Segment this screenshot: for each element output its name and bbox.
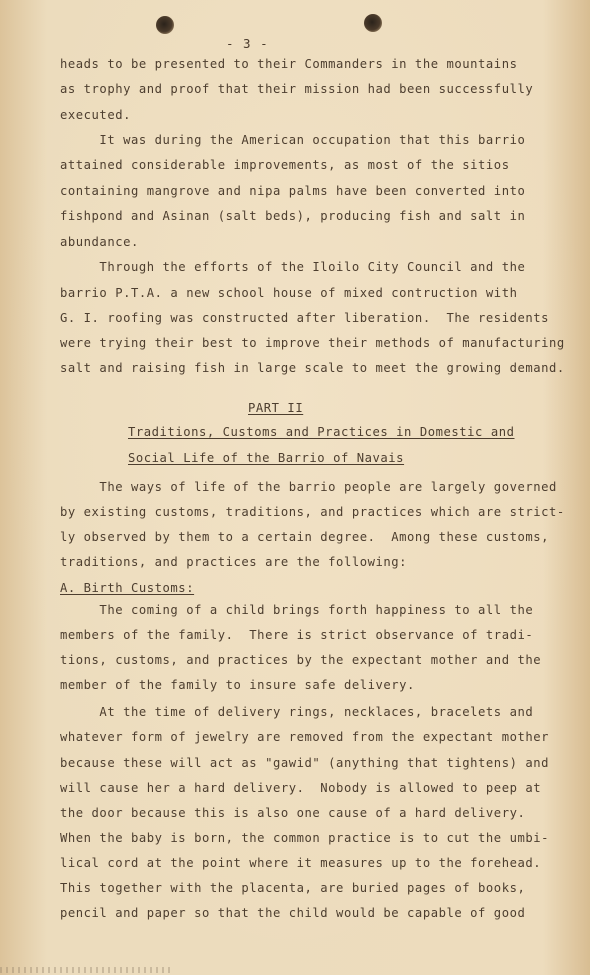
text-line: The ways of life of the barrio people are largely governed — [60, 480, 557, 494]
subsection-heading: A. Birth Customs: — [60, 581, 195, 595]
text-line: as trophy and proof that their mission had been successfully — [60, 82, 534, 96]
text-line: barrio P.T.A. a new school house of mixed contruction with — [60, 286, 518, 300]
section-subtitle: Traditions, Customs and Practices in Domestic and — [128, 425, 515, 439]
text-line: salt and raising fish in large scale to meet the growing demand. — [60, 361, 565, 375]
page-number: - 3 - — [226, 36, 269, 51]
text-line: tions, customs, and practices by the expectant mother and the — [60, 653, 542, 667]
punch-hole-right — [364, 14, 382, 32]
scan-edge-artifact — [0, 967, 170, 973]
text-line: the door because this is also one cause of a hard delivery. — [60, 806, 526, 820]
text-line: lical cord at the point where it measures up to the forehead. — [60, 856, 542, 870]
text-line: were trying their best to improve their methods of manufacturing — [60, 336, 565, 350]
text-line: will cause her a hard delivery. Nobody is allowed to peep at — [60, 781, 542, 795]
text-line: pencil and paper so that the child would be capable of good — [60, 906, 526, 920]
text-line: It was during the American occupation that this barrio — [60, 133, 526, 147]
text-line: containing mangrove and nipa palms have been converted into — [60, 184, 526, 198]
text-line: When the baby is born, the common practice is to cut the umbi- — [60, 831, 550, 845]
text-line: because these will act as "gawid" (anything that tightens) and — [60, 756, 550, 770]
text-line: The coming of a child brings forth happiness to all the — [60, 603, 534, 617]
text-line: At the time of delivery rings, necklaces, bracelets and — [60, 705, 534, 719]
text-line: abundance. — [60, 235, 139, 249]
text-line: member of the family to insure safe delivery. — [60, 678, 415, 692]
text-line: by existing customs, traditions, and practices which are strict- — [60, 505, 565, 519]
text-line: whatever form of jewelry are removed from the expectant mother — [60, 730, 550, 744]
text-line: G. I. roofing was constructed after liberation. The residents — [60, 311, 550, 325]
punch-hole-left — [156, 16, 174, 34]
text-line: heads to be presented to their Commanders in the mountains — [60, 57, 518, 71]
text-line: members of the family. There is strict observance of tradi- — [60, 628, 534, 642]
text-line: This together with the placenta, are buried pages of books, — [60, 881, 526, 895]
text-line: ly observed by them to a certain degree. Among these customs, — [60, 530, 550, 544]
text-line: executed. — [60, 108, 131, 122]
section-subtitle: Social Life of the Barrio of Navais — [128, 451, 405, 465]
text-line: Through the efforts of the Iloilo City Council and the — [60, 260, 526, 274]
text-line: attained considerable improvements, as most of the sitios — [60, 158, 510, 172]
section-heading: PART II — [248, 401, 304, 415]
text-line: fishpond and Asinan (salt beds), producing fish and salt in — [60, 209, 526, 223]
text-line: traditions, and practices are the following: — [60, 555, 408, 569]
